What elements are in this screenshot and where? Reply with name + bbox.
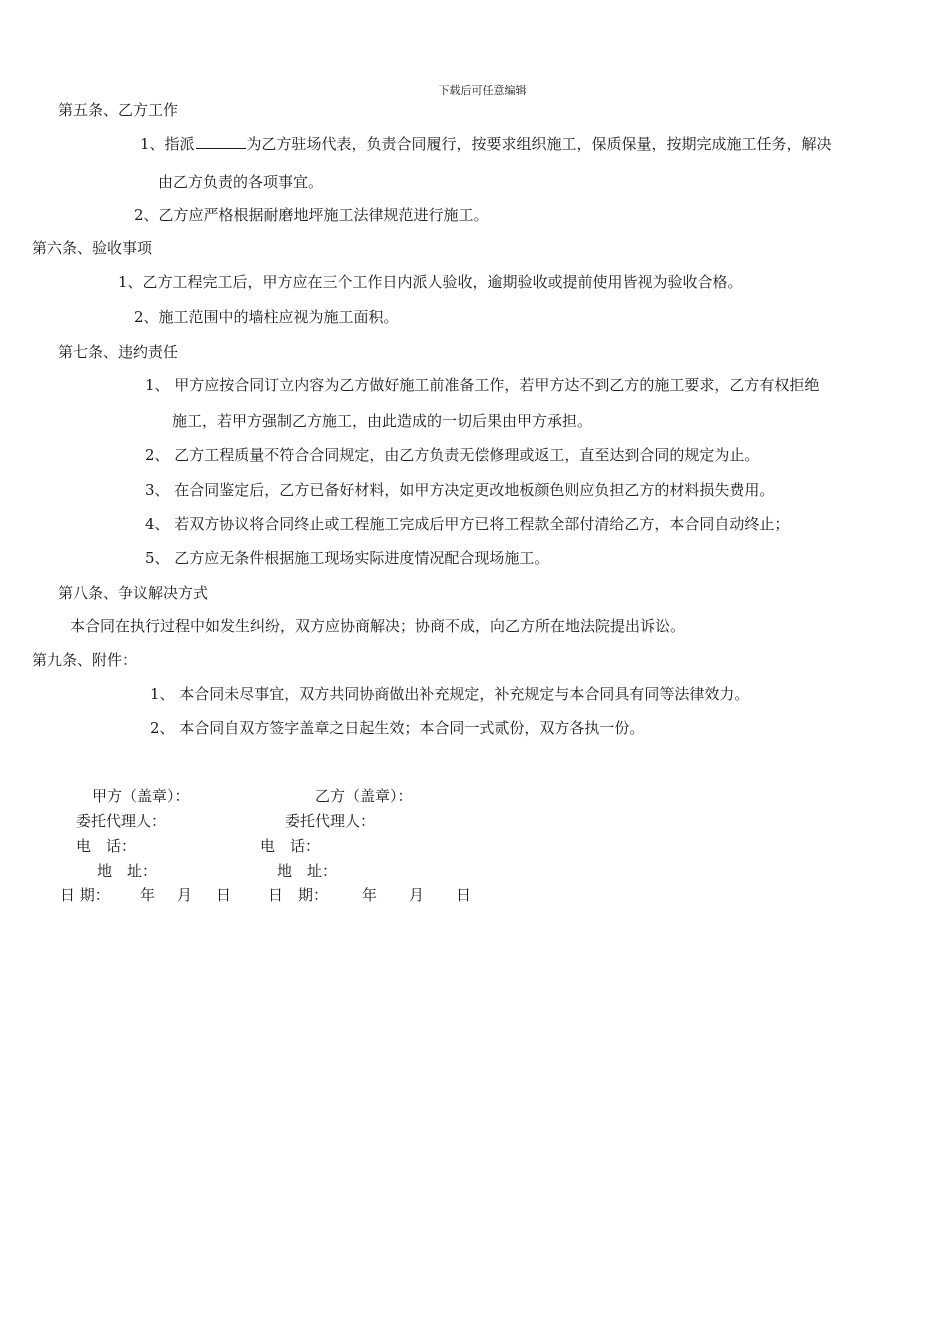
party-b-day: 日	[456, 886, 472, 904]
party-a-seal-label: 甲方（盖章）：	[92, 787, 190, 805]
article-7-item-1-continued: 施工，若甲方强制乙方施工，由此造成的一切后果由甲方承担。	[172, 412, 593, 430]
party-b-month: 月	[409, 886, 425, 904]
party-a-year: 年	[140, 886, 156, 904]
party-b-date-label: 日 期：	[268, 886, 329, 904]
party-b-address-label: 地 址：	[277, 862, 338, 880]
party-a-day: 日	[216, 886, 232, 904]
party-a-agent-label: 委托代理人：	[76, 812, 167, 830]
article-7-item-5: 5、 乙方应无条件根据施工现场实际进度情况配合现场施工。	[145, 549, 550, 567]
article-7-item-2: 2、 乙方工程质量不符合合同规定，由乙方负责无偿修理或返工，直至达到合同的规定为止。	[145, 446, 760, 464]
party-b-seal-label: 乙方（盖章）：	[315, 787, 413, 805]
party-b-year: 年	[362, 886, 378, 904]
article-6-item-2: 2、施工范围中的墙柱应视为施工面积。	[134, 308, 399, 326]
article-9-item-2: 2、 本合同自双方签字盖章之日起生效；本合同一式贰份，双方各执一份。	[150, 719, 645, 737]
article-6-heading: 第六条、验收事项	[32, 239, 153, 257]
article-7-item-1: 1、 甲方应按合同订立内容为乙方做好施工前准备工作，若甲方达不到乙方的施工要求，乙方有权拒绝	[145, 376, 820, 394]
party-a-address-label: 地 址：	[97, 862, 158, 880]
article-5-item-1-text-pre: 1、指派	[140, 135, 195, 153]
article-8-heading: 第八条、争议解决方式	[58, 584, 209, 602]
article-5-item-1	[140, 134, 832, 154]
article-5-item-1-text-post: 为乙方驻场代表，负责合同履行，按要求组织施工，保质保量，按期完成施工任务，解决	[246, 135, 832, 153]
article-5-item-2: 2、乙方应严格根据耐磨地坪施工法律规范进行施工。	[134, 206, 489, 224]
article-5-item-1-continued: 由乙方负责的各项事宜。	[158, 173, 324, 191]
article-9-heading: 第九条、附件：	[32, 651, 138, 669]
article-8-body: 本合同在执行过程中如发生纠纷，双方应协商解决；协商不成，向乙方所在地法院提出诉讼。	[70, 617, 686, 635]
article-7-item-4: 4、 若双方协议将合同终止或工程施工完成后甲方已将工程款全部付清给乙方，本合同自动终止；	[145, 515, 790, 533]
party-b-phone-label: 电 话：	[260, 837, 321, 855]
article-6-item-1: 1、乙方工程完工后，甲方应在三个工作日内派人验收，逾期验收或提前使用皆视为验收合格。	[118, 273, 743, 291]
party-a-month: 月	[177, 886, 193, 904]
article-7-item-3: 3、 在合同鉴定后，乙方已备好材料，如甲方决定更改地板颜色则应负担乙方的材料损失费用。	[145, 481, 775, 499]
article-9-item-1: 1、 本合同未尽事宜，双方共同协商做出补充规定，补充规定与本合同具有同等法律效力。	[150, 685, 750, 703]
party-a-phone-label: 电 话：	[76, 837, 137, 855]
page-header: 下载后可任意编辑	[438, 84, 527, 97]
party-b-agent-label: 委托代理人：	[285, 812, 376, 830]
article-5-heading: 第五条、乙方工作	[58, 101, 179, 119]
representative-blank	[196, 134, 246, 149]
party-a-date-label: 日 期：	[60, 886, 110, 904]
article-7-heading: 第七条、违约责任	[58, 343, 179, 361]
